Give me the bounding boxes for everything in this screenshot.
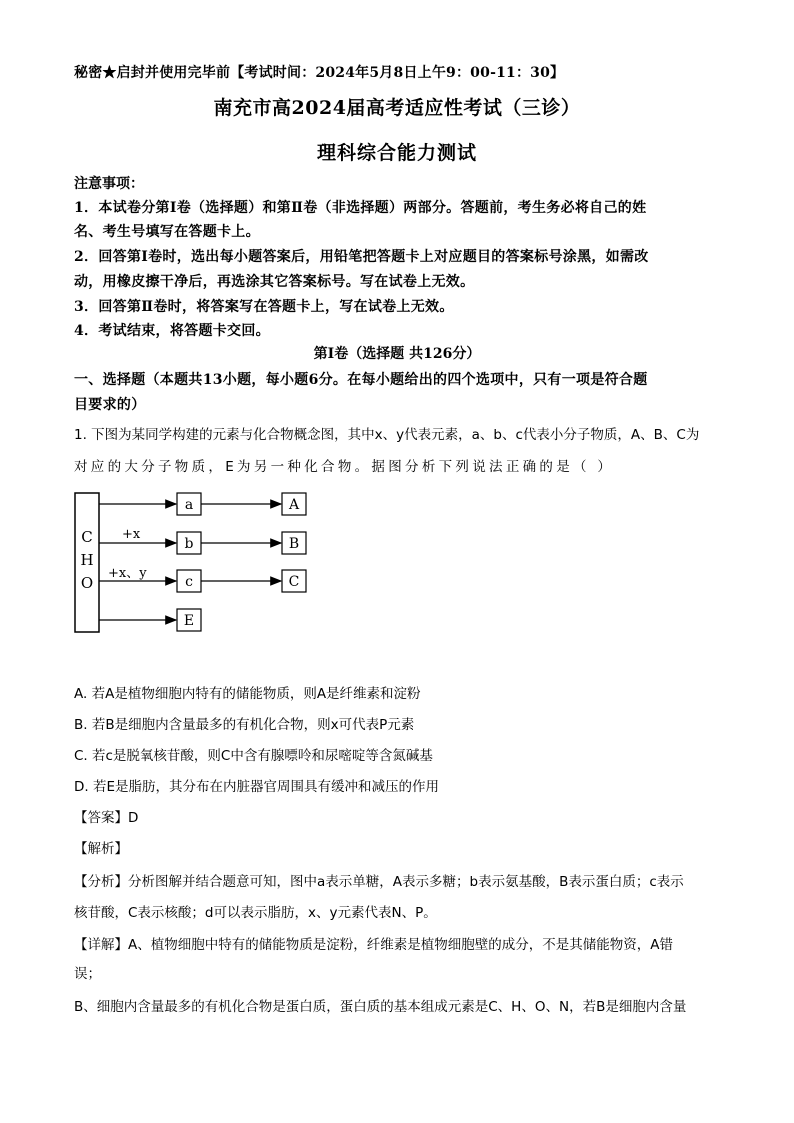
note-line: 2．回答第Ⅰ卷时，选出每小题答案后，用铅笔把答题卡上对应题目的答案标号涂黑，如需改 bbox=[74, 249, 649, 265]
option-d: D. 若E是脂肪，其分布在内脏器官周围具有缓冲和减压的作用 bbox=[74, 779, 440, 795]
part-heading: 第Ⅰ卷（选择题 共126分） bbox=[313, 346, 481, 362]
question-stem: 对应的大分子物质，E为另一种化合物。据图分析下列说法正确的是（ ） bbox=[74, 459, 615, 475]
element-label: O bbox=[80, 574, 94, 592]
macromolecule-label: B bbox=[288, 536, 300, 552]
note-line: 3．回答第Ⅱ卷时，将答案写在答题卡上，写在试卷上无效。 bbox=[74, 299, 454, 315]
macromolecule-label: A bbox=[288, 497, 300, 513]
analysis-line: 【分析】分析图解并结合题意可知，图中a表示单糖，A表示多糖；b表示氨基酸，B表示蛋白质；c表示 bbox=[74, 874, 684, 890]
note-line: 4．考试结束，将答题卡交回。 bbox=[74, 323, 270, 339]
arrow-label: +x、y bbox=[108, 566, 147, 581]
arrow-label: +x bbox=[122, 527, 141, 542]
small-molecule-label: b bbox=[184, 536, 194, 552]
element-label: H bbox=[80, 551, 94, 569]
element-label: C bbox=[81, 528, 93, 546]
confidential-line: 秘密★启封并使用完毕前【考试时间：2024年5月8日上午9：00-11：30】 bbox=[74, 65, 565, 81]
option-a: A. 若A是植物细胞内特有的储能物质，则A是纤维素和淀粉 bbox=[74, 686, 421, 702]
small-molecule-label: a bbox=[184, 497, 194, 513]
note-line: 动，用橡皮擦干净后，再选涂其它答案标号。写在试卷上无效。 bbox=[74, 274, 475, 290]
exam-title: 南充市高2024届高考适应性考试（三诊） bbox=[213, 97, 581, 119]
question-stem: 1. 下图为某同学构建的元素与化合物概念图，其中x、y代表元素，a、b、c代表小分子物质，A、B、C为 bbox=[74, 427, 700, 443]
small-molecule-label: c bbox=[185, 574, 193, 590]
answer-line: 【答案】D bbox=[74, 810, 139, 826]
analysis-line: 【详解】A、植物细胞中特有的储能物质是淀粉，纤维素是植物细胞壁的成分，不是其储能物资，A错 bbox=[74, 937, 673, 953]
section-heading: 一、选择题（本题共13小题，每小题6分。在每小题给出的四个选项中，只有一项是符合题 bbox=[74, 372, 648, 388]
analysis-line: B、细胞内含量最多的有机化合物是蛋白质，蛋白质的基本组成元素是C、H、O、N，若B是细胞内含量 bbox=[74, 999, 687, 1015]
compound-e-label: E bbox=[183, 613, 195, 629]
option-b: B. 若B是细胞内含量最多的有机化合物，则x可代表P元素 bbox=[74, 717, 415, 733]
analysis-line: 误； bbox=[74, 966, 101, 982]
exam-subtitle: 理科综合能力测试 bbox=[316, 142, 477, 164]
note-line: 1．本试卷分第Ⅰ卷（选择题）和第Ⅱ卷（非选择题）两部分。答题前，考生务必将自己的姓 bbox=[74, 200, 647, 216]
analysis-tag: 【解析】 bbox=[74, 841, 128, 857]
notes-heading: 注意事项： bbox=[74, 176, 144, 192]
macromolecule-label: C bbox=[288, 574, 300, 590]
section-heading: 目要求的） bbox=[74, 397, 146, 413]
analysis-line: 核苷酸，C表示核酸；d可以表示脂肪，x、y元素代表N、P。 bbox=[74, 905, 437, 921]
note-line: 名、考生号填写在答题卡上。 bbox=[74, 224, 260, 240]
option-c: C. 若c是脱氧核苷酸，则C中含有腺嘌呤和尿嘧啶等含氮碱基 bbox=[74, 748, 433, 764]
concept-diagram bbox=[60, 480, 340, 650]
